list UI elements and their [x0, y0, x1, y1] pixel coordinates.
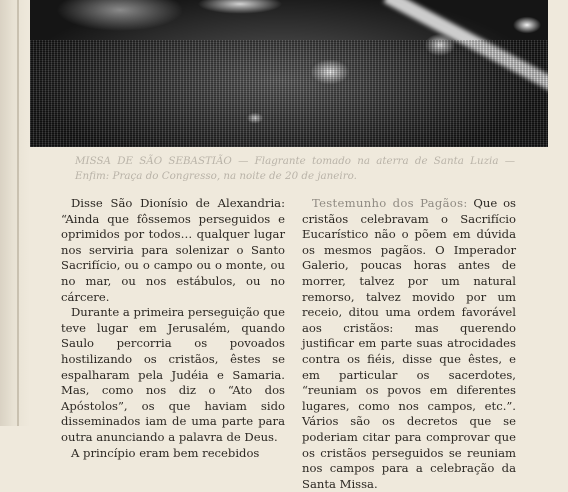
- right-paragraph-1: [302, 196, 516, 492]
- night-crowd-photo: [30, 0, 548, 147]
- binding-edge: [17, 0, 19, 426]
- left-paragraph-3: A princípio eram bem recebidos: [71, 445, 260, 460]
- left-paragraph-2: Durante a primeira perseguição que teve lugar em Jerusalém, quando Saulo percorria os povoados hostilizando os cristãos, êstes se espalharam pela Judéia e Samaria. Mas, como nos diz o “Ato dos Apóstolos”, os que haviam sido disseminados iam de uma parte para outra anunciando a palavra de Deus.: [61, 305, 285, 444]
- caption-title: MISSA DE SÃO SEBASTIÃO: [75, 155, 232, 167]
- right-paragraph-text: Que os cristãos celebravam o Sacrifício Eucarístico não o põem em dúvida os mesmos pagãos. O Imperador Galerio, poucas horas antes de morrer, talvez por um natural remorso, talvez movido por um receio, ditou uma ordem favorável aos cristãos: mas querendo justificar em parte suas atrocidades contra os fiéis, disse que êstes, e em particular os sacerdotes, “reuniam os povos em diferentes lugares, como nos campos, etc.”. Vários são os decretos que se poderiam citar para comprovar que os cristãos perseguidos se reuniam nos campos para a celebração da Santa Missa.: [302, 196, 516, 491]
- photo-crowd-texture: [30, 40, 548, 147]
- right-text-column: [302, 196, 516, 492]
- photo-caption: [75, 154, 515, 184]
- left-paragraph-1: Disse São Dionísio de Alexandria: “Ainda que fôssemos perseguidos e oprimidos por todos… qualquer lugar nos serviria para solenizar o Santo Sacrifício, ou o campo ou o monte, ou no mar, ou nos estábulos, ou no cárcere.: [61, 196, 285, 304]
- section-subhead: Testemunho dos Pagãos:: [312, 196, 468, 210]
- page-binding: [0, 0, 30, 426]
- left-text-column: [61, 196, 285, 461]
- caption-text: — Flagrante tomado na aterra de Santa Luzia — Enfim: Praça do Congresso, na noite de 20 de janeiro.: [75, 155, 516, 182]
